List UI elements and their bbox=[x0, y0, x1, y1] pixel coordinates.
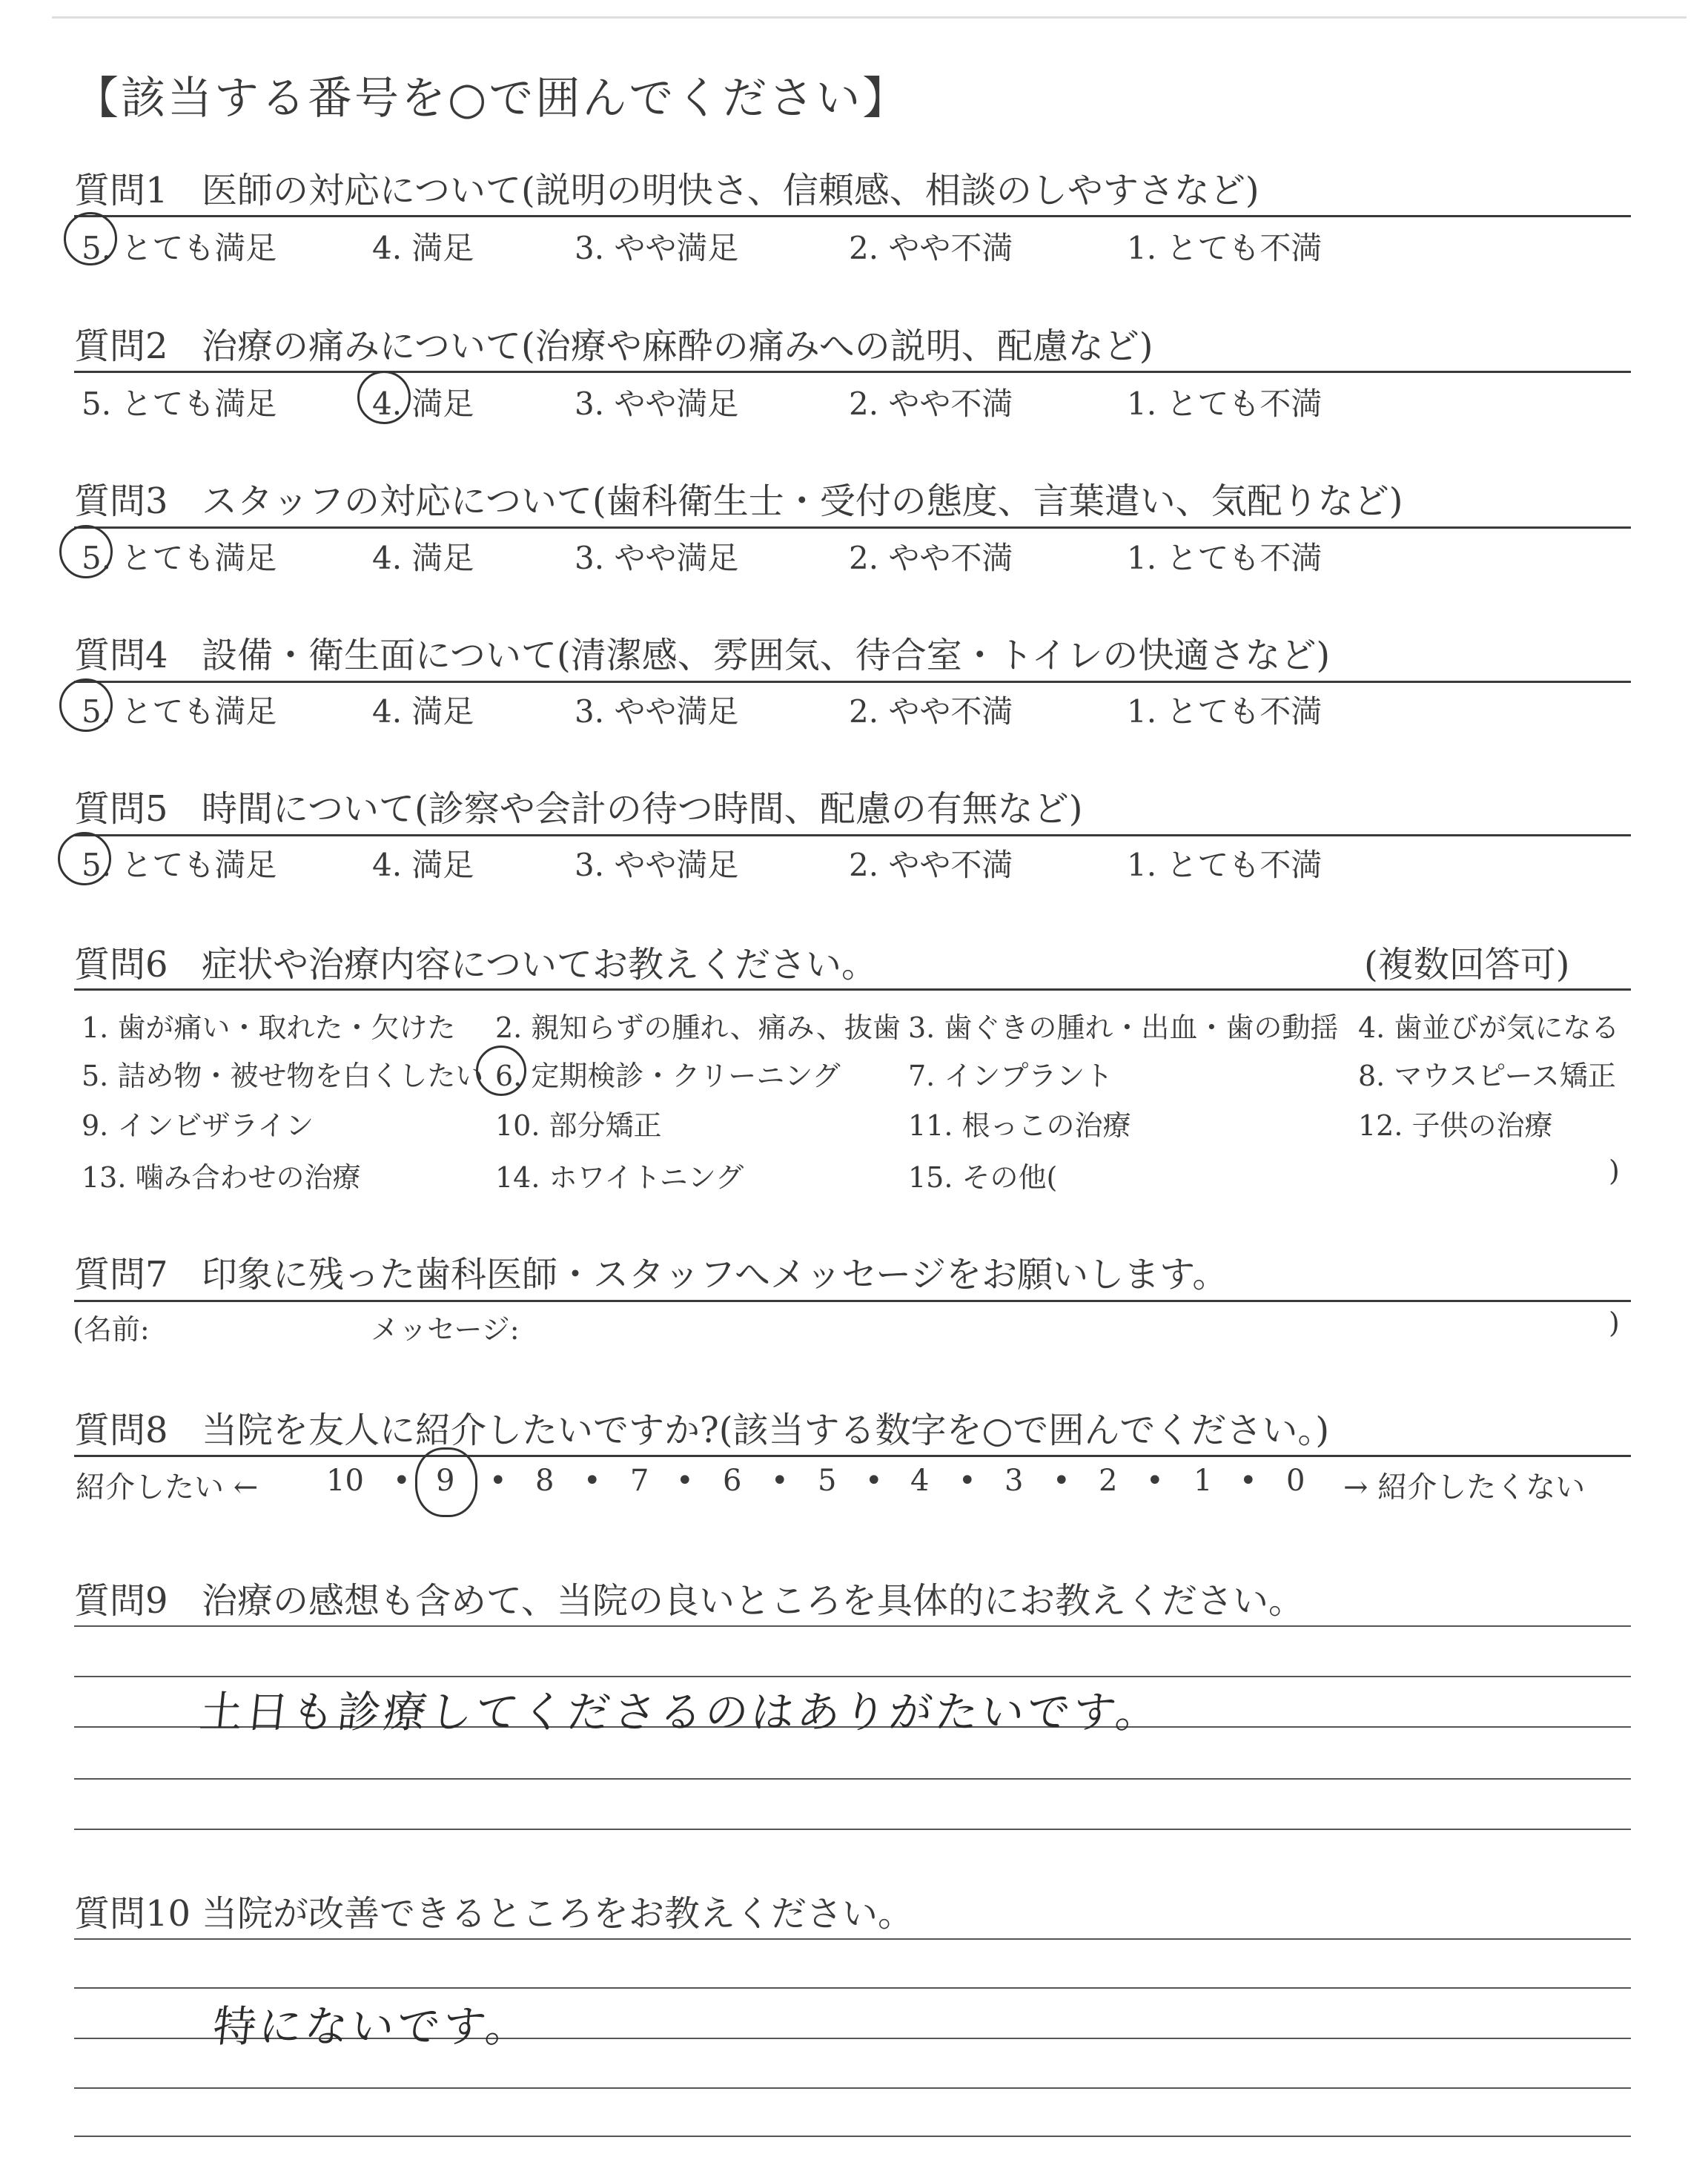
q2-option-2[interactable]: 2. やや不満 bbox=[849, 386, 1013, 422]
q5-option-3[interactable]: 3. やや満足 bbox=[575, 847, 739, 883]
q4-option-3[interactable]: 3. やや満足 bbox=[575, 693, 739, 730]
answer-line bbox=[74, 1778, 1631, 1780]
scale-3[interactable]: 3 bbox=[1004, 1464, 1024, 1498]
message-close-paren: ) bbox=[1609, 1307, 1620, 1339]
answer-line bbox=[74, 2136, 1631, 2137]
scale-0[interactable]: 0 bbox=[1286, 1464, 1305, 1498]
question-text: 当院が改善できるところをお教えください。 bbox=[202, 1893, 914, 1935]
q6-other-close-paren: ) bbox=[1609, 1155, 1620, 1187]
question-10 bbox=[74, 1885, 913, 1936]
answer-line bbox=[74, 2087, 1631, 2089]
answer-line bbox=[74, 1829, 1631, 1830]
question-text: 治療の感想も含めて、当院の良いところを具体的にお教えください。 bbox=[202, 1580, 1305, 1622]
scale-2[interactable]: 2 bbox=[1099, 1464, 1118, 1498]
divider bbox=[74, 681, 1631, 683]
question-3 bbox=[74, 472, 1403, 524]
selection-circle bbox=[59, 525, 113, 578]
question-8 bbox=[74, 1401, 1329, 1453]
question-6 bbox=[74, 936, 877, 987]
q2-option-3[interactable]: 3. やや満足 bbox=[575, 386, 739, 422]
divider bbox=[74, 371, 1631, 373]
question-number: 質問3 bbox=[74, 480, 168, 522]
scale-separator: • bbox=[1146, 1464, 1164, 1498]
q1-option-3[interactable]: 3. やや満足 bbox=[575, 230, 739, 266]
question-number: 質問6 bbox=[74, 944, 168, 985]
scale-separator: • bbox=[393, 1464, 411, 1498]
question-text: 治療の痛みについて(治療や麻酔の痛みへの説明、配慮など) bbox=[202, 326, 1153, 367]
q5-option-1[interactable]: 1. とても不満 bbox=[1127, 847, 1323, 883]
question-text: 当院を友人に紹介したいですか?(該当する数字を○で囲んでください。) bbox=[202, 1410, 1330, 1451]
question-number: 質問8 bbox=[74, 1410, 168, 1451]
page-edge-line bbox=[52, 16, 1687, 19]
q4-option-2[interactable]: 2. やや不満 bbox=[849, 693, 1013, 730]
answer-line bbox=[74, 1625, 1631, 1627]
q6-item-2[interactable]: 2. 親知らずの腫れ、痛み、抜歯 bbox=[495, 1011, 901, 1044]
scale-separator: • bbox=[1053, 1464, 1070, 1498]
question-number: 質問10 bbox=[74, 1893, 191, 1935]
question-text: スタッフの対応について(歯科衛生士・受付の態度、言葉遣い、気配りなど) bbox=[202, 480, 1403, 522]
q6-item-13[interactable]: 13. 噛み合わせの治療 bbox=[82, 1161, 361, 1194]
q3-option-1[interactable]: 1. とても不満 bbox=[1127, 540, 1323, 576]
scale-1[interactable]: 1 bbox=[1194, 1464, 1213, 1498]
scale-8[interactable]: 8 bbox=[535, 1464, 555, 1498]
q1-option-1[interactable]: 1. とても不満 bbox=[1127, 230, 1323, 266]
scale-10[interactable]: 10 bbox=[326, 1464, 364, 1498]
scale-5[interactable]: 5 bbox=[818, 1464, 837, 1498]
q6-item-4[interactable]: 4. 歯並びが気になる bbox=[1358, 1011, 1620, 1044]
q3-option-3[interactable]: 3. やや満足 bbox=[575, 540, 739, 576]
name-label: (名前: bbox=[73, 1313, 150, 1346]
q6-item-8[interactable]: 8. マウスピース矯正 bbox=[1358, 1060, 1616, 1092]
question-9 bbox=[74, 1572, 1304, 1623]
q6-item-12[interactable]: 12. 子供の治療 bbox=[1358, 1109, 1553, 1142]
recommend-right-label: → 紹介したくない bbox=[1343, 1470, 1586, 1505]
divider bbox=[74, 1455, 1631, 1457]
question-text: 医師の対応について(説明の明快さ、信頼感、相談のしやすさなど) bbox=[202, 170, 1260, 211]
selection-circle bbox=[59, 678, 113, 732]
question-2 bbox=[74, 317, 1153, 369]
scale-separator: • bbox=[1239, 1464, 1257, 1498]
question-number: 質問5 bbox=[74, 788, 168, 830]
q5-option-5[interactable]: 5. とても満足 bbox=[82, 847, 277, 883]
question-7 bbox=[74, 1246, 1228, 1297]
question-4 bbox=[74, 627, 1330, 678]
selection-circle bbox=[415, 1447, 477, 1517]
q6-item-10[interactable]: 10. 部分矯正 bbox=[495, 1109, 662, 1142]
question-number: 質問1 bbox=[74, 170, 168, 211]
q6-item-3[interactable]: 3. 歯ぐきの腫れ・出血・歯の動揺 bbox=[908, 1011, 1339, 1044]
q4-option-5[interactable]: 5. とても満足 bbox=[82, 693, 277, 730]
question-text: 時間について(診察や会計の待つ時間、配慮の有無など) bbox=[202, 788, 1083, 830]
scale-separator: • bbox=[959, 1464, 976, 1498]
q1-option-5[interactable]: 5. とても満足 bbox=[82, 230, 277, 266]
question-text: 症状や治療内容についてお教えください。 bbox=[202, 944, 878, 985]
q4-option-1[interactable]: 1. とても不満 bbox=[1127, 693, 1323, 730]
scale-6[interactable]: 6 bbox=[723, 1464, 742, 1498]
q2-option-1[interactable]: 1. とても不満 bbox=[1127, 386, 1323, 422]
question-5 bbox=[74, 780, 1083, 831]
divider bbox=[74, 834, 1631, 836]
q4-option-4[interactable]: 4. 満足 bbox=[372, 693, 474, 730]
form-title: 【該当する番号を○で囲んでください】 bbox=[74, 73, 910, 125]
q1-option-2[interactable]: 2. やや不満 bbox=[849, 230, 1013, 266]
divider bbox=[74, 526, 1631, 529]
q6-item-6[interactable]: 6. 定期検診・クリーニング bbox=[495, 1060, 841, 1092]
scale-9[interactable]: 9 bbox=[436, 1464, 455, 1498]
message-label: メッセージ: bbox=[371, 1313, 520, 1346]
question-number: 質問4 bbox=[74, 635, 168, 676]
selection-circle bbox=[58, 832, 111, 885]
scale-separator: • bbox=[771, 1464, 789, 1498]
q6-item-1[interactable]: 1. 歯が痛い・取れた・欠けた bbox=[82, 1011, 456, 1044]
handwritten-answer[interactable]: 土日も診療してくださるのはありがたいです。 bbox=[196, 1687, 1165, 1737]
question-text: 印象に残った歯科医師・スタッフへメッセージをお願いします。 bbox=[202, 1254, 1228, 1295]
answer-line bbox=[74, 1938, 1631, 1940]
q6-item-14[interactable]: 14. ホワイトニング bbox=[495, 1161, 744, 1194]
q3-option-4[interactable]: 4. 満足 bbox=[372, 540, 474, 576]
q2-option-5[interactable]: 5. とても満足 bbox=[82, 386, 277, 422]
q6-item-9[interactable]: 9. インビザライン bbox=[82, 1109, 314, 1142]
q6-item-7[interactable]: 7. インプラント bbox=[908, 1060, 1113, 1092]
q1-option-4[interactable]: 4. 満足 bbox=[372, 230, 474, 266]
q3-option-5[interactable]: 5. とても満足 bbox=[82, 540, 277, 576]
scale-7[interactable]: 7 bbox=[630, 1464, 649, 1498]
q6-item-11[interactable]: 11. 根っこの治療 bbox=[908, 1109, 1131, 1142]
selection-circle bbox=[476, 1046, 526, 1096]
recommend-left-label: 紹介したい ← bbox=[76, 1470, 259, 1505]
question-number: 質問9 bbox=[74, 1580, 168, 1622]
q2-option-4[interactable]: 4. 満足 bbox=[372, 386, 474, 422]
selection-circle bbox=[357, 371, 411, 424]
question-1 bbox=[74, 162, 1260, 213]
question-text: 設備・衛生面について(清潔感、雰囲気、待合室・トイレの快適さなど) bbox=[202, 635, 1331, 676]
selection-circle bbox=[64, 212, 117, 265]
q3-option-2[interactable]: 2. やや不満 bbox=[849, 540, 1013, 576]
multiple-answers-note: (複数回答可) bbox=[1364, 944, 1570, 985]
scale-separator: • bbox=[583, 1464, 601, 1498]
divider bbox=[74, 988, 1631, 991]
scale-separator: • bbox=[676, 1464, 694, 1498]
q5-option-4[interactable]: 4. 満足 bbox=[372, 847, 474, 883]
scale-separator: • bbox=[865, 1464, 883, 1498]
handwritten-answer[interactable]: 特にないです。 bbox=[210, 2001, 534, 2052]
scale-separator: • bbox=[489, 1464, 507, 1498]
q6-item-15[interactable]: 15. その他( bbox=[908, 1161, 1058, 1194]
divider bbox=[74, 1300, 1631, 1302]
scale-4[interactable]: 4 bbox=[910, 1464, 930, 1498]
answer-line bbox=[74, 1987, 1631, 1989]
question-number: 質問2 bbox=[74, 326, 168, 367]
divider bbox=[74, 215, 1631, 217]
q6-item-5[interactable]: 5. 詰め物・被せ物を白くしたい bbox=[82, 1060, 484, 1092]
q5-option-2[interactable]: 2. やや不満 bbox=[849, 847, 1013, 883]
question-number: 質問7 bbox=[74, 1254, 168, 1295]
